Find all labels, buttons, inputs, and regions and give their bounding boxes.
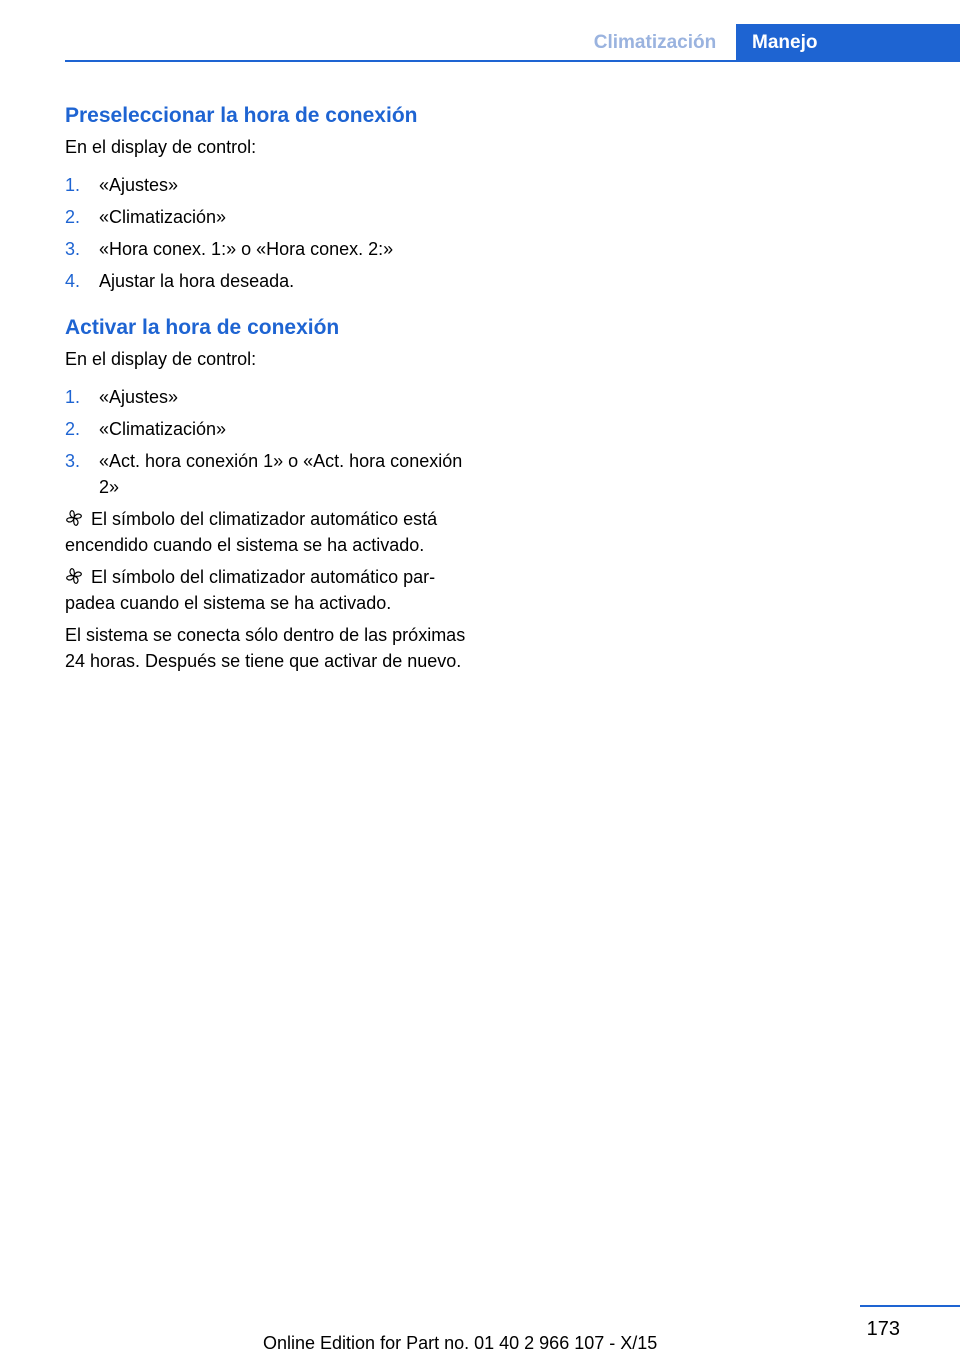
header-divider: [65, 60, 960, 62]
step-text: «Ajustes»: [99, 175, 179, 195]
main-content: [65, 100, 477, 674]
page-number: 173: [866, 1318, 900, 1340]
list-item: [65, 204, 477, 230]
step-number: 2.: [65, 207, 81, 227]
list-item: [65, 448, 477, 500]
list-item: [65, 268, 477, 294]
step-text: «Act. hora conexión 1» o «Act. hora conexión 2»: [99, 451, 463, 497]
symbol-on-text: El símbolo del climatizador automático está encendido cuando el sistema se ha activado.: [65, 509, 438, 555]
section-title-preselect: Preseleccionar la hora de conexión: [65, 104, 418, 127]
step-text: «Ajustes»: [99, 387, 179, 407]
step-text: «Climatización»: [99, 419, 227, 439]
section-intro: En el display de control:: [65, 137, 257, 157]
footer-divider: [860, 1305, 960, 1307]
list-item: [65, 172, 477, 198]
step-text: «Climatización»: [99, 207, 227, 227]
header-section-tab: Climatización: [593, 31, 717, 53]
step-number: 3.: [65, 451, 81, 471]
symbol-on-paragraph: [65, 506, 477, 558]
step-number: 1.: [65, 175, 81, 195]
list-item: [65, 416, 477, 442]
fan-icon: [65, 567, 83, 585]
list-item: [65, 236, 477, 262]
section-intro: En el display de control:: [65, 349, 257, 369]
steps-list-preselect: [65, 172, 477, 294]
symbol-blink-text: El símbolo del climatizador automático parpadea cuando el sistema se ha activado.: [65, 567, 436, 613]
step-number: 4.: [65, 271, 81, 291]
symbol-blink-paragraph: [65, 564, 477, 616]
steps-list-activate: [65, 384, 477, 500]
fan-icon: [65, 509, 83, 527]
edition-footer: Online Edition for Part no. 01 40 2 966 107 - X/15: [263, 1333, 658, 1353]
step-number: 2.: [65, 419, 81, 439]
list-item: [65, 384, 477, 410]
step-text: «Hora conex. 1:» o «Hora conex. 2:»: [99, 239, 394, 259]
step-number: 1.: [65, 387, 81, 407]
step-text: Ajustar la hora deseada.: [99, 271, 295, 291]
step-number: 3.: [65, 239, 81, 259]
header-chapter-tab: Manejo: [736, 24, 960, 62]
note-paragraph: El sistema se conecta sólo dentro de las próximas 24 horas. Después se tiene que activar de nuevo.: [65, 625, 466, 671]
section-title-activate: Activar la hora de conexión: [65, 316, 340, 339]
